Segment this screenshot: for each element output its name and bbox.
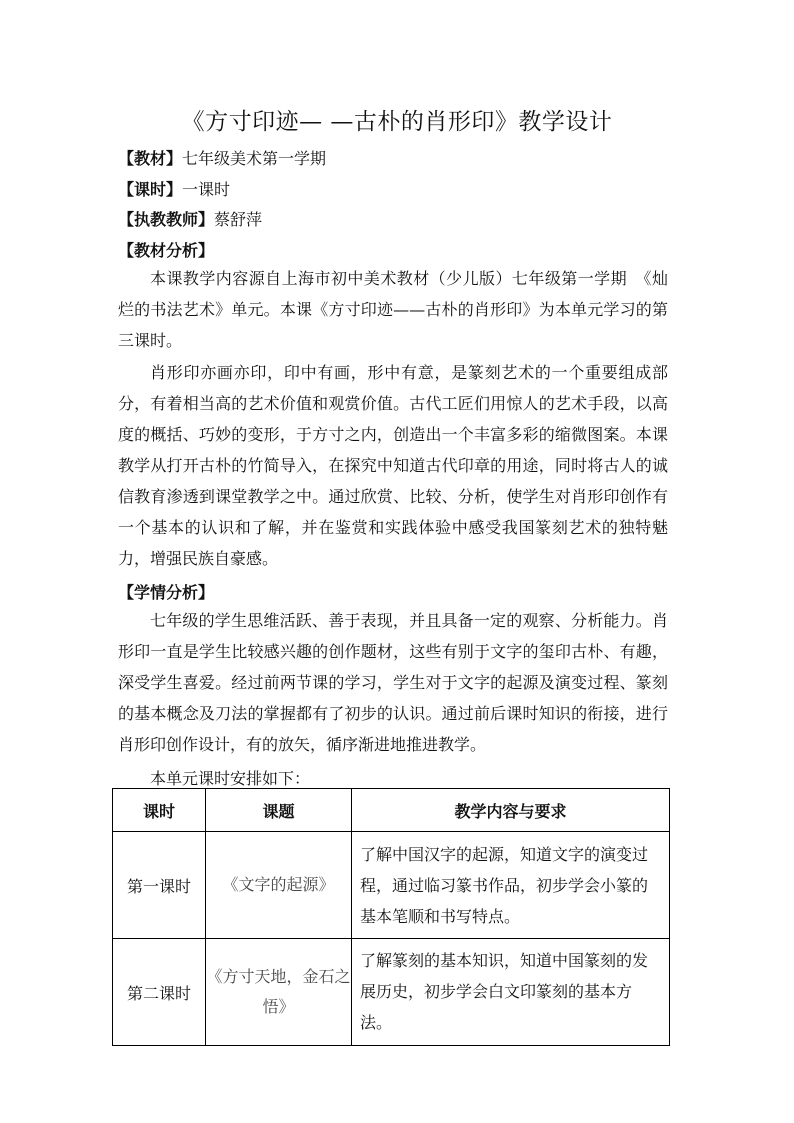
analysis-paragraph-2: 肖形印亦画亦印，印中有画，形中有意，是篆刻艺术的一个重要组成部分，有着相当高的艺术价值和观赏价值。古代工匠们用惊人的艺术手段，以高度的概括、巧妙的变形，于方寸之内，创造出一个丰富多彩的缩微图案。本课教学从打开古朴的竹简导入，在探究中知道古代印章的用途，同时将古人的诚信教育渗透到课堂教学之中。通过欣赏、比较、分析，使学生对肖形印创作有一个基本的认识和了解，并在鉴赏和实践体验中感受我国篆刻艺术的独特魅力，增强民族自豪感。 — [118, 363, 668, 568]
row-2-topic: 《方寸天地，金石之悟》 — [206, 939, 352, 1046]
teacher-value: 蔡舒萍 — [214, 210, 263, 229]
schedule-table — [112, 788, 670, 1046]
teacher-line — [118, 207, 262, 230]
teacher-label: 【执教教师】 — [118, 210, 215, 229]
row-2-content: 了解篆刻的基本知识，知道中国篆刻的发展历史，初步学会白文印篆刻的基本方法。 — [352, 939, 670, 1046]
header-topic: 课题 — [206, 789, 352, 832]
analysis-heading: 【教材分析】 — [118, 241, 215, 260]
student-paragraph: 七年级的学生思维活跃、善于表现，并且具备一定的观察、分析能力。肖形印一直是学生比较感兴趣的创作题材，这些有别于文字的玺印古朴、有趣，深受学生喜爱。经过前两节课的学习，学生对于文字的起源及演变过程、篆刻的基本概念及刀法的掌握都有了初步的认识。通过前后课时知识的衔接，进行肖形印创作设计，有的放矢，循序渐进地推进教学。 — [118, 611, 668, 754]
period-value: 一课时 — [182, 180, 231, 199]
row-1-topic: 《文字的起源》 — [206, 832, 352, 939]
schedule-intro: 本单元课时安排如下： — [150, 769, 311, 788]
header-content: 教学内容与要求 — [352, 789, 670, 832]
row-1-period: 第一课时 — [113, 832, 206, 939]
table-row — [113, 939, 670, 1046]
table-header-row — [113, 789, 670, 832]
period-line — [118, 177, 230, 200]
table-row — [113, 832, 670, 939]
header-period: 课时 — [113, 789, 206, 832]
analysis-paragraph-1: 本课教学内容源自上海市初中美术教材（少儿版）七年级第一学期 《灿烂的书法艺术》单元。本课《方寸印迹——古朴的肖形印》为本单元学习的第三课时。 — [118, 269, 668, 350]
row-1-content: 了解中国汉字的起源，知道文字的演变过程，通过临习篆书作品，初步学会小篆的基本笔顺和书写特点。 — [352, 832, 670, 939]
textbook-label: 【教材】 — [118, 149, 183, 168]
period-label: 【课时】 — [118, 180, 183, 199]
textbook-line — [118, 146, 326, 169]
document-title: 《方寸印迹— —古朴的肖形印》教学设计 — [181, 109, 613, 135]
row-2-period: 第二课时 — [113, 939, 206, 1046]
textbook-value: 七年级美术第一学期 — [182, 149, 327, 168]
student-heading: 【学情分析】 — [118, 583, 215, 602]
